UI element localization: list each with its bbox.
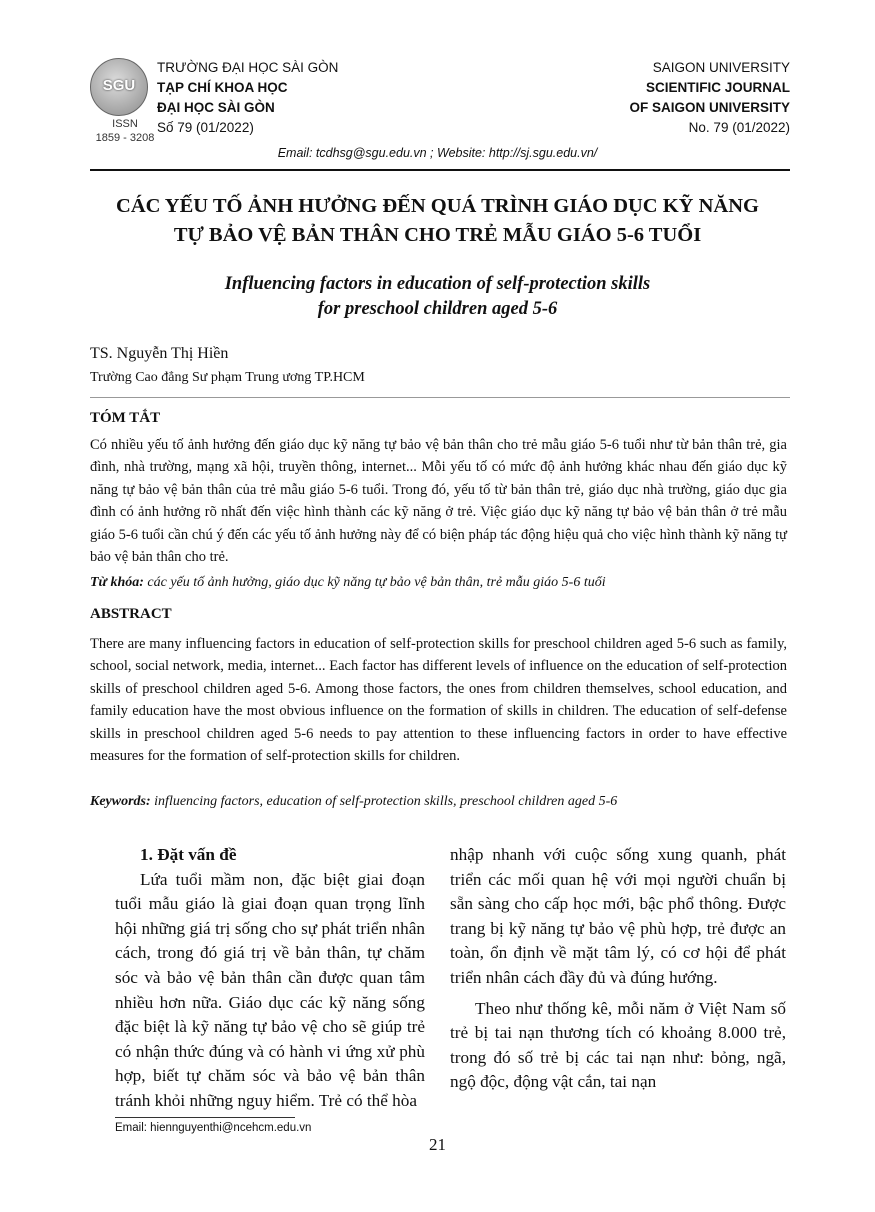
- body-paragraph: Theo như thống kê, mỗi năm ở Việt Nam số trẻ bị tai nạn thương tích có khoảng 8.000 trẻ, trong đó số trẻ bị các tai nạn như: bỏng, ngã, ngộ độc, động vật cắn, tai nạn: [450, 998, 786, 1092]
- journal-name-vi-2: ĐẠI HỌC SÀI GÒN: [157, 100, 275, 115]
- journal-name-vi-1: TẠP CHÍ KHOA HỌC: [157, 80, 288, 95]
- page-number: 21: [429, 1135, 446, 1154]
- issue-vi: Số 79 (01/2022): [157, 120, 254, 135]
- title-vi-line-1: CÁC YẾU TỐ ẢNH HƯỞNG ĐẾN QUÁ TRÌNH GIÁO DỤC KỸ NĂNG: [116, 195, 759, 217]
- university-name-en: SAIGON UNIVERSITY: [652, 60, 790, 75]
- journal-name-en-2: OF SAIGON UNIVERSITY: [629, 100, 790, 115]
- abstract-keywords: [90, 794, 790, 810]
- summary-heading: TÓM TẮT: [90, 410, 161, 426]
- author-affiliation: Trường Cao đẳng Sư phạm Trung ương TP.HCM: [90, 370, 365, 385]
- contact-line: Email: tcdhsg@sgu.edu.vn ; Website: http://sj.sgu.edu.vn/: [277, 146, 598, 160]
- body-column-right: [450, 843, 786, 1095]
- body-paragraph: Lứa tuổi mầm non, đặc biệt giai đoạn tuổi mẫu giáo là giai đoạn quan trọng lĩnh hội những giá trị sống cho sự phát triển nhân cách, trong đó giá trị về bản thân, tự chăm sóc và bảo vệ bản thân cần được quan tâm nhiều hơn nữa. Giáo dục các kỹ năng sống đặc biệt là kỹ năng tự bảo vệ cho sẽ giúp trẻ có nhận thức đúng và có hành vi ứng xử phù hợp, biết tự chăm sóc và bảo vệ bản thân tránh khỏi những nguy hiểm. Trẻ có thể hòa: [115, 869, 425, 1110]
- abstract-text: There are many influencing factors in education of self-protection skills for preschool children aged 5-6 such as family, school, social network, media, internet... Each factor has different levels of influence on the education of self-protection skills of preschool children aged 5-6. Among those factors, the ones from children themselves, school education, and family education have the most obvious influence on the formation of skills in children. The education of self-defense skills in preschool children aged 5-6 needs to pay attention to these influencing factors in order to have effective measures for the formation of self-protection skills for children.: [90, 636, 787, 765]
- author-name: TS. Nguyễn Thị Hiền: [90, 345, 229, 362]
- abstract-heading: ABSTRACT: [90, 606, 172, 622]
- divider: [90, 397, 790, 398]
- keywords-label-vi: Từ khóa:: [90, 575, 144, 590]
- header-rule: [90, 169, 790, 171]
- title-en-line-1: Influencing factors in education of self-protection skills: [224, 274, 651, 294]
- title-en: [60, 272, 815, 322]
- title-vi: [60, 192, 815, 250]
- issn-label: ISSN: [112, 118, 138, 130]
- journal-name-en-1: SCIENTIFIC JOURNAL: [645, 80, 790, 95]
- summary-keywords: [90, 575, 790, 591]
- logo-text: SGU: [102, 77, 136, 94]
- title-vi-line-2: TỰ BẢO VỆ BẢN THÂN CHO TRẺ MẪU GIÁO 5-6 TUỔI: [173, 224, 702, 246]
- keywords-vi: các yếu tố ảnh hưởng, giáo dục kỹ năng tự bảo vệ bản thân, trẻ mẫu giáo 5-6 tuổi: [143, 575, 606, 590]
- sgu-logo: [90, 58, 148, 116]
- summary-text: Có nhiều yếu tố ảnh hưởng đến giáo dục kỹ năng tự bảo vệ bản thân cho trẻ mẫu giáo 5-6 tuổi như từ bản thân trẻ, gia đình, nhà trường, mạng xã hội, truyền thông, internet... Mỗi yếu tố có mức độ ảnh hưởng khác nhau đến giáo dục kỹ năng tự bảo vệ bản thân của trẻ mẫu giáo 5-6 tuổi. Trong đó, yếu tố từ bản thân trẻ, giáo dục nhà trường, giáo dục gia đình có ảnh hưởng rõ nhất đến việc hình thành các kỹ năng ở trẻ. Việc giáo dục kỹ năng tự bảo vệ bản thân ở trẻ mẫu giáo 5-6 tuổi cần chú ý đến các yếu tố ảnh hưởng này để có biện pháp tác động hiệu quả cho việc hình thành kỹ năng tự bảo vệ bản thân cho trẻ.: [90, 437, 787, 566]
- issue-en: No. 79 (01/2022): [688, 120, 790, 135]
- keywords-en: influencing factors, education of self-protection skills, preschool children aged 5-6: [150, 794, 618, 809]
- footnote-rule: [115, 1117, 295, 1118]
- body-column-left: [115, 843, 425, 1114]
- title-en-line-2: for preschool children aged 5-6: [317, 299, 558, 319]
- keywords-label-en: Keywords:: [90, 794, 151, 809]
- footnote-email: Email: hiennguyenthi@ncehcm.edu.vn: [115, 1122, 312, 1134]
- university-name-vi: TRƯỜNG ĐẠI HỌC SÀI GÒN: [157, 60, 339, 75]
- issn-number: 1859 - 3208: [95, 132, 155, 144]
- body-paragraph-continued: nhập nhanh với cuộc sống xung quanh, phát triển các mối quan hệ với mọi người chuẩn bị sẵn sàng cho cấp học mới, bậc phổ thông. Được trang bị kỹ năng tự bảo vệ phù hợp, trẻ được an toàn, ổn định về mặt tâm lý, có cơ hội để phát triển nhân cách đầy đủ và đúng hướng.: [450, 845, 786, 987]
- journal-header: [90, 58, 790, 148]
- section-heading: 1. Đặt vấn đề: [140, 845, 237, 864]
